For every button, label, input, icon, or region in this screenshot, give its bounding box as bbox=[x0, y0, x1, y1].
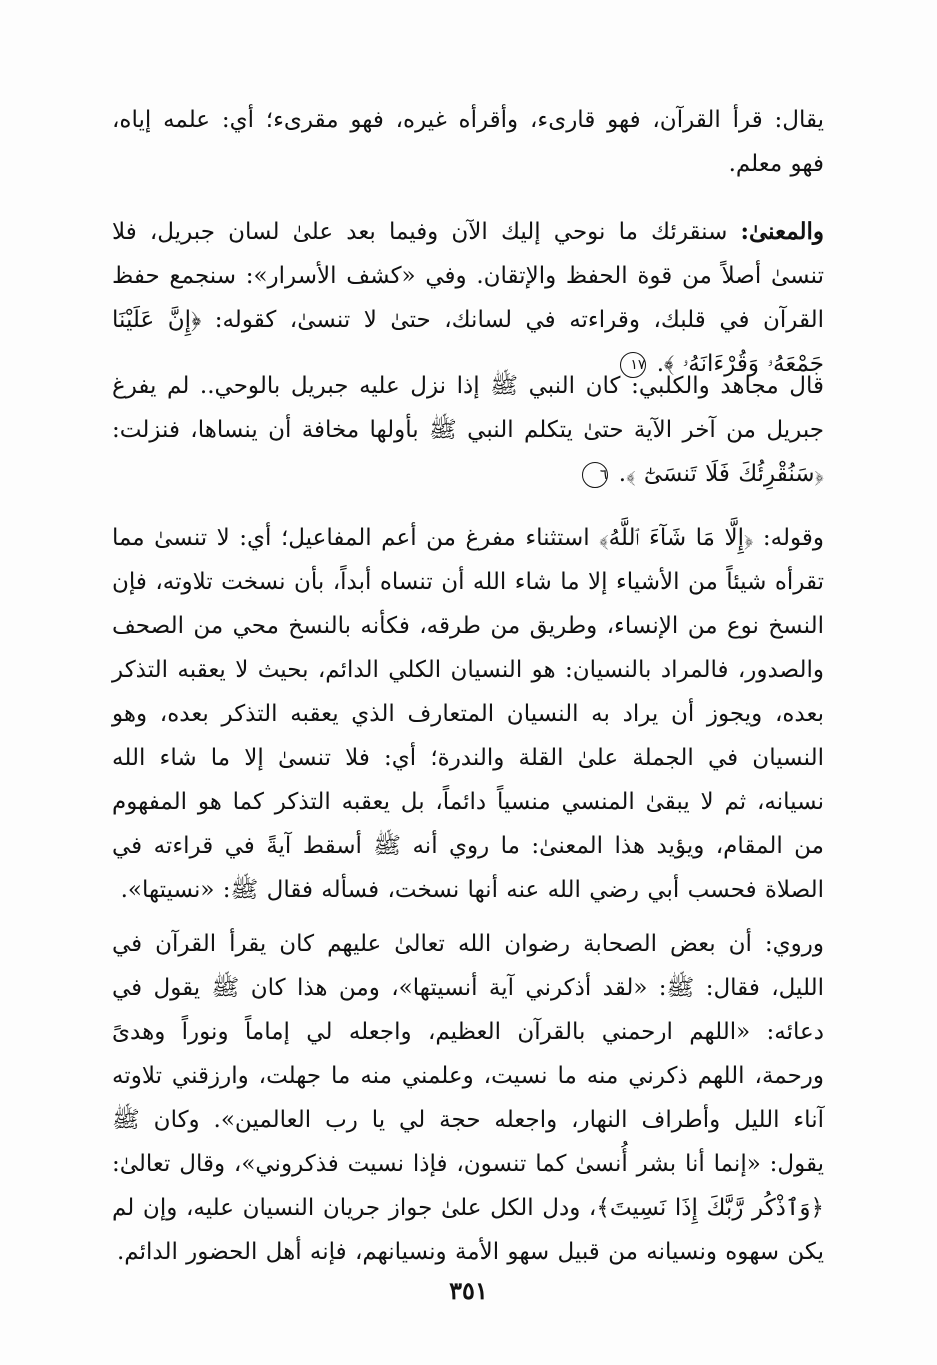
paragraph-3 bbox=[112, 364, 824, 496]
paragraph-2 bbox=[112, 210, 824, 386]
ayah-number-marker: ١٧ bbox=[620, 352, 646, 378]
paragraph-1 bbox=[112, 98, 824, 186]
page-number: ٣٥١ bbox=[449, 1276, 488, 1305]
paragraph-4-text: وقوله: ﴿إِلَّا مَا شَآءَ ٱللَّهُ﴾ استثناء مفرغ من أعم المفاعيل؛ أي: لا تنسىٰ مما تقرأه شيئاً من الأشياء إلا ما شاء الله أن تنساه أبداً، بأن نسخت تلاوته، فإن النسخ نوع من الإنساء، وطريق من طرقه، فكأنه بالنسخ محي من الصحف والصدور، فالمراد بالنسيان: هو النسيان الكلي الدائم، بحيث لا يعقبه التذكر بعده، ويجوز أن يراد به النسيان المتعارف الذي يعقبه التذكر بعده، وهو النسيان في الجملة علىٰ القلة والندرة؛ أي: فلا تنسىٰ إلا ما شاء الله نسيانه، ثم لا يبقىٰ المنسي منسياً دائماً، بل يعقبه التذكر كما هو المفهوم من المقام، ويؤيد هذا المعنىٰ: ما روي أنه ﷺ أسقط آيةً في قراءته في الصلاة فحسب أبي رضي الله عنه أنها نسخت، فسأله فقال ﷺ: «نسيتها». bbox=[112, 525, 824, 903]
paragraph-2-lead: والمعنىٰ: bbox=[740, 218, 824, 245]
paragraph-2-text: سنقرئك ما نوحي إليك الآن وفيما بعد علىٰ لسان جبريل، فلا تنسىٰ أصلاً من قوة الحفظ والإتقان. وفي «كشف الأسرار»: سنجمع حفظ القرآن في قلبك، وقراءته في لسانك، حتىٰ لا تنسىٰ، كقوله: ﴿إِنَّ عَلَيْنَا جَمْعَهُۥ وَقُرْءَانَهُۥ ﴾. bbox=[112, 219, 824, 377]
paragraph-3-text: قال مجاهد والكلبي: كان النبي ﷺ إذا نزل عليه جبريل بالوحي.. لم يفرغ جبريل من آخر الآية حتىٰ يتكلم النبي ﷺ بأولها مخافة أن ينساها، فنزلت: ﴿سَنُقْرِئُكَ فَلَا تَنسَىٰٓ ﴾. bbox=[112, 373, 824, 487]
paragraph-4 bbox=[112, 516, 824, 912]
paragraph-5 bbox=[112, 922, 824, 1274]
paragraph-1-text: يقال: قرأ القرآن، فهو قارىء، وأقرأه غيره، فهو مقرىء؛ أي: علمه إياه، فهو معلم. bbox=[112, 107, 824, 177]
paragraph-5-text: وروي: أن بعض الصحابة رضوان الله تعالىٰ عليهم كان يقرأ القرآن في الليل، فقال: ﷺ: «لقد أذكرني آية أنسيتها»، ومن هذا كان ﷺ يقول في دعائه: «اللهم ارحمني بالقرآن العظيم، واجعله لي إماماً ونوراً وهدىً ورحمة، اللهم ذكرني منه ما نسيت، وعلمني منه ما جهلت، وارزقني تلاوته آناء الليل وأطراف النهار، واجعله حجة لي يا رب العالمين». وكان ﷺ يقول: «إنما أنا بشر أُنسىٰ كما تنسون، فإذا نسيت فذكروني»، وقال تعالىٰ: ﴿وَٱذْكُر رَّبَّكَ إِذَا نَسِيتَ﴾، ودل الكل علىٰ جواز جريان النسيان عليه، وإن لم يكن سهوه ونسيانه من قبيل سهو الأمة ونسيانهم، فإنه أهل الحضور الدائم. bbox=[112, 931, 824, 1265]
ayah-number-marker: ٦ bbox=[582, 462, 608, 488]
